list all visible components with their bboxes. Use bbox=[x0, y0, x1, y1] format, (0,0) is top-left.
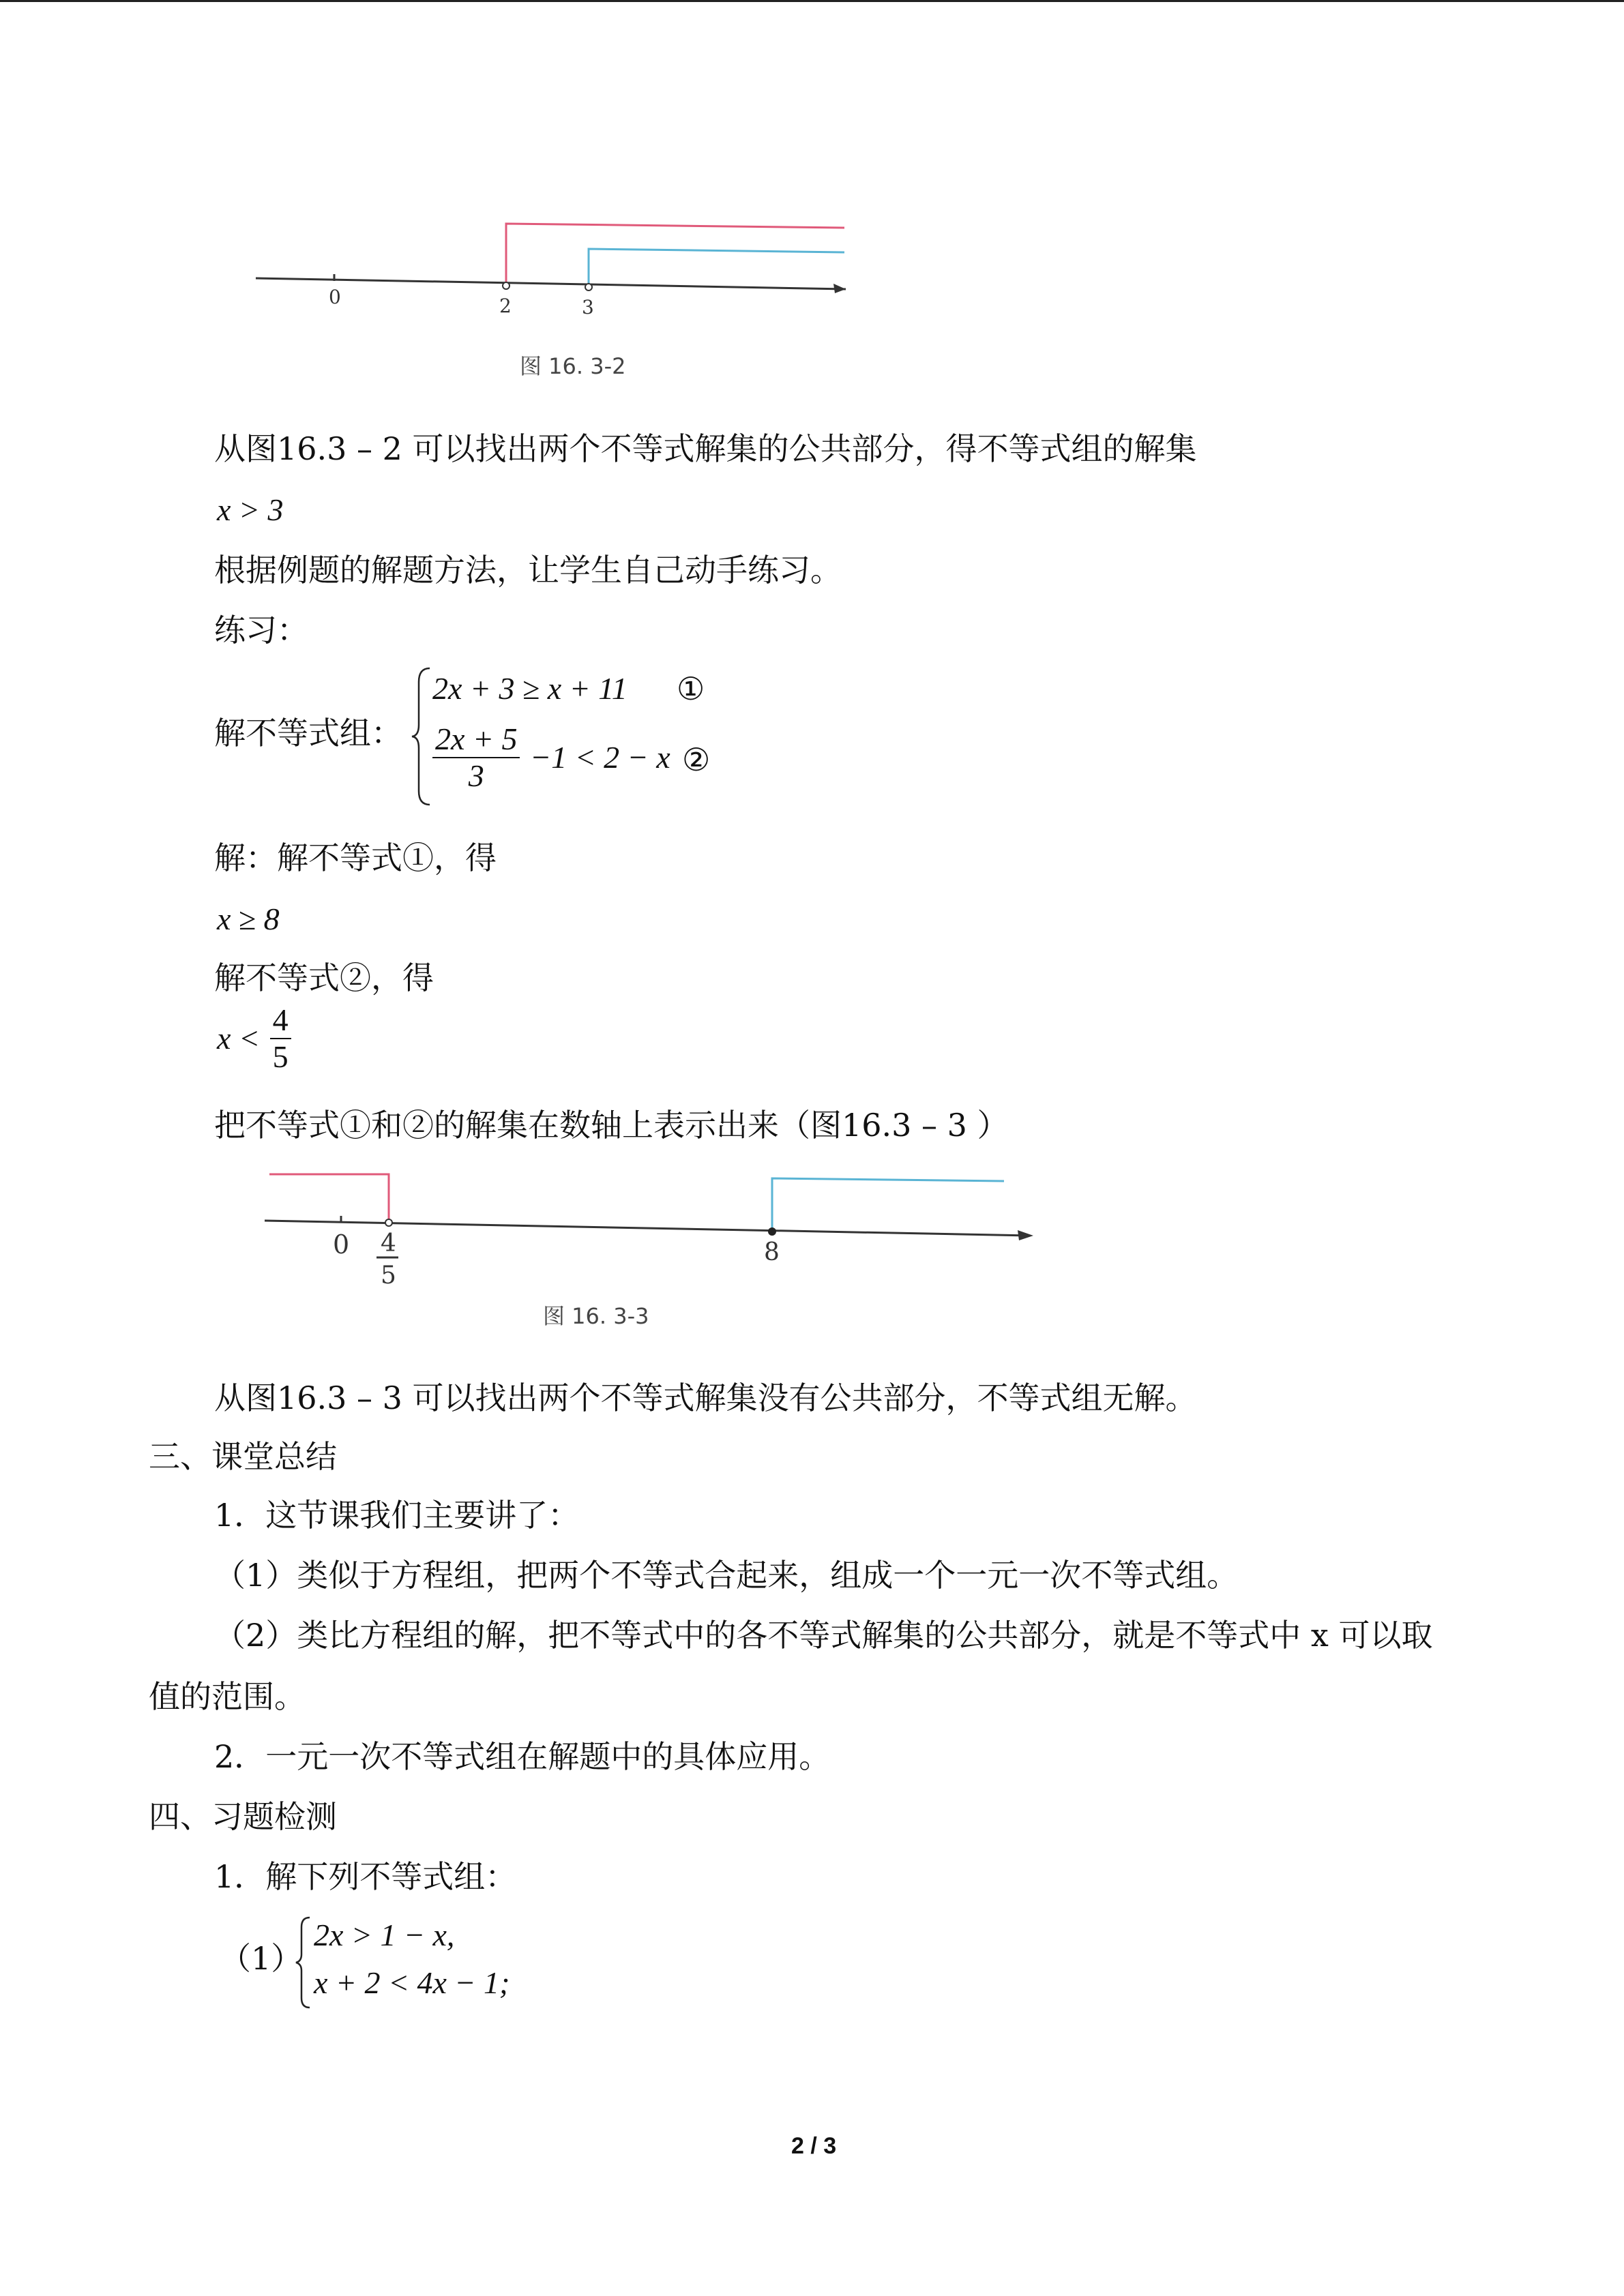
section-3-sub-2b: 值的范围。 bbox=[149, 1678, 306, 1715]
solution-line-5: 把不等式①和②的解集在数轴上表示出来（图16.3 – 3 ） bbox=[214, 1107, 1009, 1144]
fraction-numerator: 2x + 5 bbox=[432, 721, 520, 758]
open-point-2 bbox=[503, 282, 510, 289]
section-3-item-1: 1．这节课我们主要讲了： bbox=[214, 1497, 580, 1534]
section-4-item-1: 1．解下列不等式组： bbox=[214, 1858, 517, 1895]
system-eq-2 bbox=[432, 721, 670, 794]
fraction-denominator: 3 bbox=[468, 758, 484, 793]
section-3-sub-2a: （2）类比方程组的解，把不等式中的各不等式解集的公共部分，就是不等式中 x 可以取 bbox=[214, 1617, 1433, 1654]
section-3-heading: 三、课堂总结 bbox=[149, 1438, 337, 1475]
left-brace-exercise bbox=[293, 1915, 314, 2010]
blue-range-x-gt-3 bbox=[589, 249, 844, 286]
fraction-4-over-5 bbox=[270, 1002, 291, 1075]
page-top-border bbox=[0, 0, 1624, 2]
text-guide: 根据例题的解题方法，让学生自己动手练习。 bbox=[214, 552, 842, 588]
closed-point-8 bbox=[768, 1227, 776, 1236]
text-practice-label: 练习： bbox=[214, 612, 308, 648]
axis-line bbox=[265, 1221, 1030, 1236]
text-no-solution: 从图16.3 – 3 可以找出两个不等式解集没有公共部分，不等式组无解。 bbox=[214, 1380, 1197, 1416]
eq2-rest: −1 < 2 − x bbox=[530, 740, 670, 775]
axis-arrow bbox=[833, 284, 846, 293]
system-label: 解不等式组： bbox=[214, 715, 402, 751]
tick-label-3: 3 bbox=[582, 296, 594, 318]
tick-label-4: 4 bbox=[381, 1229, 396, 1257]
solution-x-ge-8: x ≥ 8 bbox=[217, 901, 280, 936]
solution-x-lt-4-5 bbox=[217, 1002, 291, 1075]
open-point-4-5 bbox=[385, 1219, 392, 1226]
blue-range-x-ge-8 bbox=[772, 1178, 1004, 1231]
tick-label-5: 5 bbox=[381, 1262, 396, 1289]
tick-label-8: 8 bbox=[764, 1238, 780, 1266]
solution-line-1: 解：解不等式①，得 bbox=[214, 839, 497, 876]
system-eq-2-mark: ② bbox=[682, 741, 711, 778]
result-x-gt-3: x > 3 bbox=[217, 492, 284, 527]
red-range-x-gt-2 bbox=[506, 224, 844, 285]
axis-arrow bbox=[1018, 1230, 1033, 1240]
section-3-sub-1: （1）类似于方程组，把两个不等式合起来，组成一个一元一次不等式组。 bbox=[214, 1557, 1239, 1594]
figure-caption-16-3-3: 图 16. 3-3 bbox=[543, 1303, 649, 1329]
system-eq-1-mark: ① bbox=[677, 670, 705, 707]
tick-label-0: 0 bbox=[333, 1229, 350, 1259]
section-4-heading: 四、习题检测 bbox=[149, 1798, 337, 1835]
tick-label-2: 2 bbox=[499, 295, 512, 317]
tick-label-0: 0 bbox=[329, 286, 341, 308]
fraction-numerator: 4 bbox=[270, 1002, 291, 1039]
number-line-figure-16-3-2 bbox=[246, 205, 859, 341]
axis-line bbox=[256, 278, 846, 289]
red-range-x-lt-4-5 bbox=[269, 1174, 389, 1221]
text-common-part-1: 从图16.3 – 2 可以找出两个不等式解集的公共部分，得不等式组的解集 bbox=[214, 430, 1197, 467]
exercise-eq-2: x + 2 < 4x − 1; bbox=[314, 1965, 510, 2000]
system-eq-1: 2x + 3 ≥ x + 11 bbox=[432, 671, 628, 706]
section-3-item-2: 2．一元一次不等式组在解题中的具体应用。 bbox=[214, 1738, 831, 1775]
open-point-3 bbox=[585, 284, 592, 290]
fraction-2x-plus-5-over-3 bbox=[432, 721, 520, 794]
number-line-figure-16-3-3 bbox=[259, 1159, 1050, 1296]
fraction-denominator: 5 bbox=[272, 1039, 289, 1074]
solution-line-3: 解不等式②，得 bbox=[214, 959, 434, 996]
figure-caption-16-3-2: 图 16. 3-2 bbox=[520, 353, 626, 379]
exercise-eq-1: 2x > 1 − x, bbox=[314, 1918, 455, 1952]
x-lt: x < bbox=[217, 1021, 260, 1056]
page-number: 2 / 3 bbox=[791, 2133, 837, 2159]
section-4-sub-label: （1） bbox=[220, 1940, 303, 1977]
